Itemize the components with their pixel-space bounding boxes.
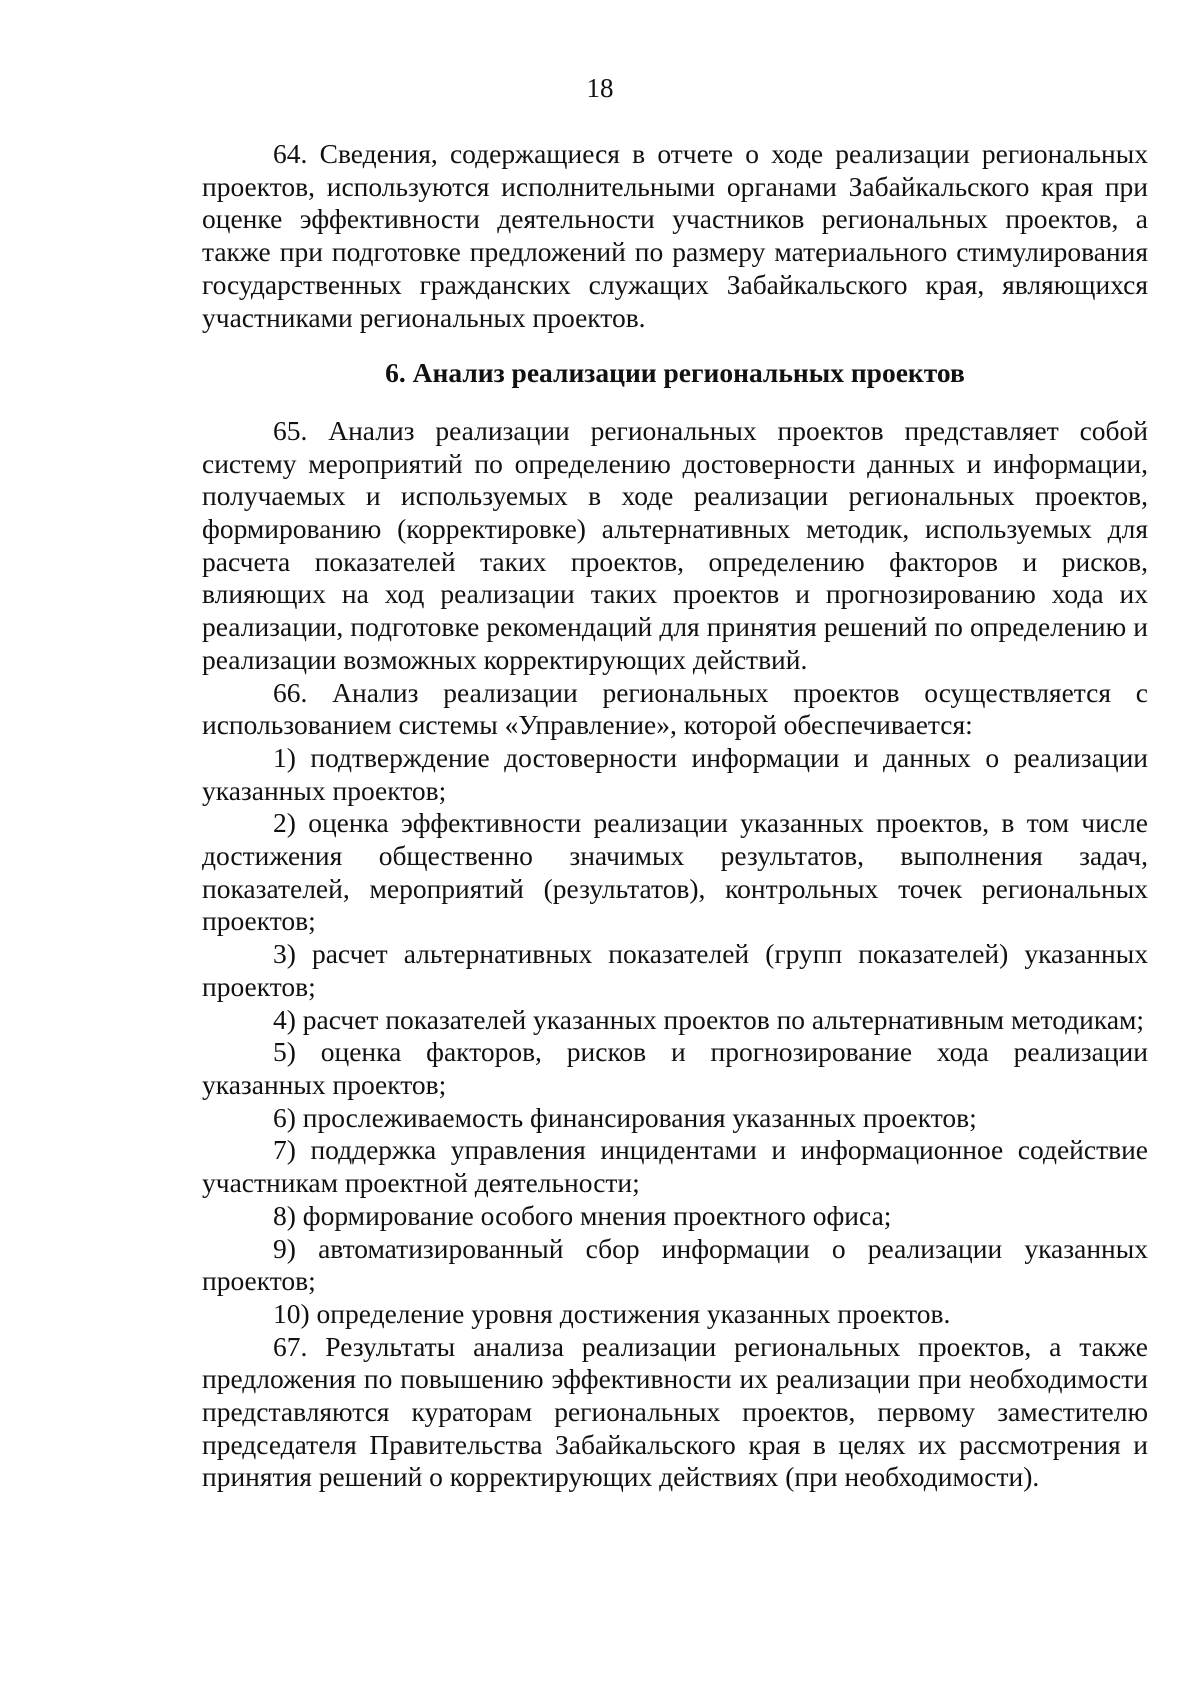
page-number: 18 <box>586 73 614 103</box>
list-item-1: 1) подтверждение достоверности информации и данных о реализации указанных проектов; <box>202 741 1148 806</box>
list-item-8: 8) формирование особого мнения проектного офиса; <box>273 1199 892 1231</box>
paragraph-64: 64. Сведения, содержащиеся в отчете о ходе реализации региональных проектов, используются исполнительными органами Забайкальского края при оценке эффективности деятельности участников региональных проектов, а также при подготовке предложений по размеру материального стимулирования государственных гражданских служащих Забайкальского края, являющихся участниками региональных проектов. <box>202 138 1148 333</box>
list-item-6: 6) прослеживаемость финансирования указанных проектов; <box>273 1101 977 1133</box>
list-item-5: 5) оценка факторов, рисков и прогнозирование хода реализации указанных проектов; <box>202 1036 1148 1100</box>
list-item-9: 9) автоматизированный сбор информации о реализации указанных проектов; <box>202 1232 1148 1297</box>
list-item-7: 7) поддержка управления инцидентами и информационное содействие участникам проектной деятельности; <box>202 1134 1148 1199</box>
list-item-10: 10) определение уровня достижения указанных проектов. <box>273 1297 951 1329</box>
list-item-3: 3) расчет альтернативных показателей (групп показателей) указанных проектов; <box>202 938 1148 1002</box>
section-heading: 6. Анализ реализации региональных проектов <box>385 357 965 389</box>
paragraph-67: 67. Результаты анализа реализации региональных проектов, а также предложения по повышению эффективности их реализации при необходимости представляются кураторам региональных проектов, первому заместителю председателя Правительства Забайкальского края в целях их рассмотрения и принятия решений о корректирующих действиях (при необходимости). <box>202 1330 1148 1493</box>
list-item-2: 2) оценка эффективности реализации указанных проектов, в том числе достижения общественно значимых результатов, выполнения задач, показателей, мероприятий (результатов), контрольных точек региональных проектов; <box>202 807 1148 937</box>
document-body <box>202 138 1148 1494</box>
paragraph-65: 65. Анализ реализации региональных проектов представляет собой систему мероприятий по определению достоверности данных и информации, получаемых и используемых в ходе реализации региональных проектов, формированию (корректировке) альтернативных методик, используемых для расчета показателей таких проектов, определению факторов и рисков, влияющих на ход реализации таких проектов и прогнозированию хода их реализации, подготовке рекомендаций для принятия решений по определению и реализации возможных корректирующих действий. <box>202 414 1148 675</box>
paragraph-66: 66. Анализ реализации региональных проектов осуществляется с использованием системы «Управление», которой обеспечивается: <box>202 676 1148 741</box>
list-item-4: 4) расчет показателей указанных проектов по альтернативным методикам; <box>273 1003 1145 1035</box>
